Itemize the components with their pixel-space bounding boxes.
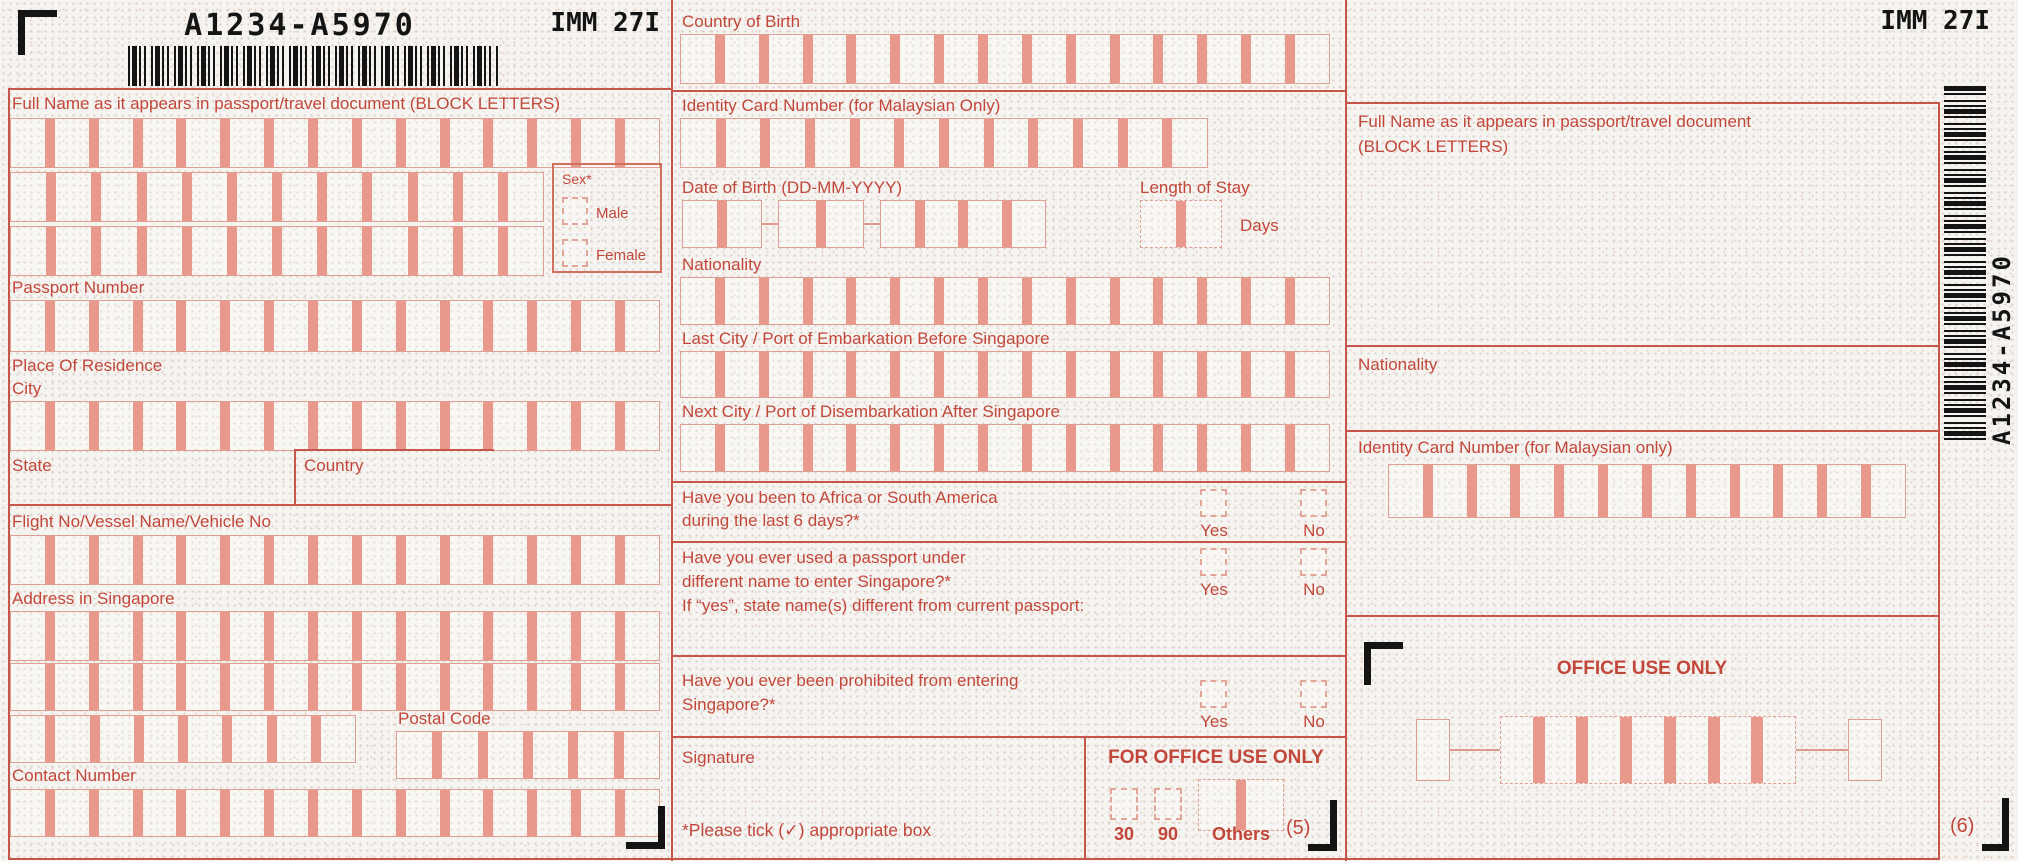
office-box-right[interactable] (1848, 719, 1882, 781)
state-label: State (12, 456, 52, 475)
full-name-row-3[interactable] (10, 226, 544, 276)
sex-label: Sex* (562, 171, 592, 187)
page5-marker: (5) (1286, 817, 1311, 839)
form-code-left: IMM 27I (550, 8, 660, 38)
full-name-write-area-right[interactable] (1356, 170, 1916, 335)
country-of-birth-row[interactable] (680, 34, 1330, 84)
address-singapore-label: Address in Singapore (12, 589, 175, 608)
country-write-area[interactable] (304, 474, 654, 502)
question2-line1: Have you ever used a passport under (682, 548, 966, 567)
q1-no-checkbox[interactable] (1300, 489, 1327, 517)
signature-write-area[interactable] (682, 772, 1072, 812)
next-city-label: Next City / Port of Disembarkation After Singapore (682, 402, 1060, 421)
question3-line2: Singapore?* (682, 695, 776, 714)
q2-no-checkbox[interactable] (1300, 548, 1327, 576)
q3-no-label: No (1303, 712, 1325, 731)
flight-vessel-label: Flight No/Vessel Name/Vehicle No (12, 512, 271, 531)
passport-number-row[interactable] (10, 300, 660, 352)
ic-number-label-right: Identity Card Number (for Malaysian only) (1358, 438, 1673, 457)
office-90-label: 90 (1157, 824, 1179, 844)
office-use-only-label-right: OFFICE USE ONLY (1556, 658, 1728, 679)
question1-line1: Have you been to Africa or South America (682, 488, 998, 507)
dob-day-boxes[interactable] (682, 200, 762, 248)
days-label: Days (1240, 216, 1279, 235)
q2-no-label: No (1303, 580, 1325, 599)
panel-divider-left-middle (671, 0, 673, 861)
office-crop-corner-icon (1364, 642, 1403, 685)
address-row-3[interactable] (10, 715, 356, 763)
dob-month-boxes[interactable] (778, 200, 864, 248)
full-name-row-1[interactable] (10, 118, 660, 168)
female-label: Female (596, 247, 647, 264)
q2-yes-label: Yes (1200, 580, 1228, 599)
question2-line2: different name to enter Singapore?* (682, 572, 952, 591)
q3-no-checkbox[interactable] (1300, 680, 1327, 708)
office-code-boxes[interactable] (1500, 716, 1796, 784)
date-of-birth-label: Date of Birth (DD-MM-YYYY) (682, 178, 903, 197)
for-office-use-only-label: FOR OFFICE USE ONLY (1108, 747, 1324, 768)
q1-yes-label: Yes (1200, 521, 1228, 540)
nationality-write-area-right[interactable] (1356, 380, 1916, 425)
page6-marker: (6) (1950, 815, 1975, 837)
passport-number-label: Passport Number (12, 278, 145, 297)
country-label: Country (304, 456, 364, 475)
male-label: Male (596, 205, 629, 222)
female-checkbox[interactable] (562, 239, 588, 267)
crop-corner-top-left-icon (18, 10, 57, 55)
next-city-row[interactable] (680, 424, 1330, 472)
nationality-row-middle[interactable] (680, 277, 1330, 325)
country-of-birth-label: Country of Birth (682, 12, 801, 31)
page5-corner-icon (1308, 800, 1337, 851)
office-30-checkbox[interactable] (1110, 788, 1138, 820)
barcode-vertical (1944, 84, 1986, 440)
ic-number-row-middle[interactable] (680, 118, 1208, 168)
q2-other-names-write-area[interactable] (680, 618, 1330, 653)
length-of-stay-boxes[interactable] (1140, 200, 1222, 248)
male-checkbox[interactable] (562, 197, 588, 225)
q3-yes-checkbox[interactable] (1200, 680, 1227, 708)
ic-number-row-right[interactable] (1388, 464, 1906, 518)
city-row[interactable] (10, 401, 660, 451)
serial-number-left: A1234-A5970 (184, 8, 416, 43)
serial-number-right-wrap (1988, 95, 2016, 445)
office-others-label: Others (1211, 824, 1271, 844)
full-name-label-right-line2: (BLOCK LETTERS) (1358, 137, 1509, 156)
postal-code-row[interactable] (396, 731, 660, 779)
ic-number-label-middle: Identity Card Number (for Malaysian Only) (682, 96, 1001, 115)
q2-yes-checkbox[interactable] (1200, 548, 1227, 576)
nationality-label-middle: Nationality (682, 255, 762, 274)
place-of-residence-label: Place Of Residence (12, 356, 163, 375)
office-90-checkbox[interactable] (1154, 788, 1182, 820)
signature-label: Signature (682, 748, 755, 767)
question1-line2: during the last 6 days?* (682, 511, 860, 530)
sex-fieldset (552, 163, 662, 273)
length-of-stay-label: Length of Stay (1140, 178, 1250, 197)
question3-line1: Have you ever been prohibited from entering (682, 671, 1019, 690)
q3-yes-label: Yes (1200, 712, 1228, 731)
serial-number-right: A1234-A5970 (1988, 253, 2016, 445)
full-name-label: Full Name as it appears in passport/travel document (BLOCK LETTERS) (12, 94, 560, 113)
address-row-2[interactable] (10, 663, 660, 711)
last-city-label: Last City / Port of Embarkation Before Singapore (682, 329, 1050, 348)
office-30-label: 30 (1113, 824, 1135, 844)
full-name-label-right-line1: Full Name as it appears in passport/travel document (1358, 112, 1752, 131)
address-row-1[interactable] (10, 611, 660, 661)
q1-yes-checkbox[interactable] (1200, 489, 1227, 517)
flight-vessel-row[interactable] (10, 535, 660, 585)
nationality-label-right: Nationality (1358, 355, 1438, 374)
q1-no-label: No (1303, 521, 1325, 540)
form-code-right: IMM 27I (1880, 6, 1990, 36)
contact-number-row[interactable] (10, 789, 660, 837)
contact-number-label: Contact Number (12, 766, 136, 785)
tick-note: *Please tick (✓) appropriate box (682, 820, 932, 840)
dob-year-boxes[interactable] (880, 200, 1046, 248)
page6-corner-icon (1982, 798, 2009, 851)
state-write-area[interactable] (12, 474, 282, 502)
barcode-horizontal (128, 46, 500, 86)
postal-code-label: Postal Code (398, 709, 491, 728)
last-city-row[interactable] (680, 351, 1330, 398)
question2-line3: If “yes”, state name(s) different from current passport: (682, 596, 1085, 615)
full-name-row-2[interactable] (10, 172, 544, 222)
city-label: City (12, 379, 42, 398)
crop-corner-bottom-right-icon (626, 806, 665, 849)
office-box-left[interactable] (1416, 719, 1450, 781)
